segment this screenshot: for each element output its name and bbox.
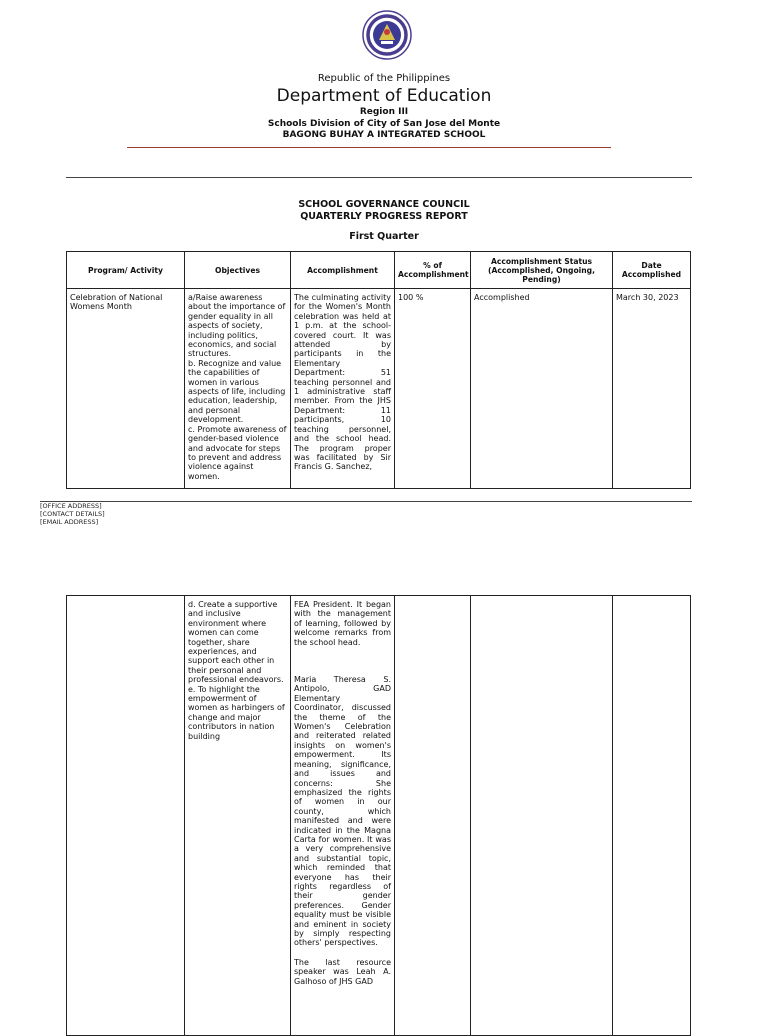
table-row — [67, 596, 691, 1036]
col-accomplishment: Accomplishment — [291, 252, 395, 289]
region-text: Region III — [359, 107, 409, 117]
col-status: Accomplishment Status (Accomplished, Ongoing, Pending) — [471, 252, 613, 289]
school-name: BAGONG BUHAY A INTEGRATED SCHOOL — [282, 130, 486, 140]
cell-percent: 100 % — [395, 289, 471, 489]
cell-accomplishment — [291, 596, 395, 1036]
report-quarter: First Quarter — [349, 231, 419, 242]
top-rule — [66, 177, 692, 178]
cell-program — [67, 596, 185, 1036]
col-program: Program/ Activity — [67, 252, 185, 289]
report-title-progress: QUARTERLY PROGRESS REPORT — [300, 211, 468, 222]
table-row — [67, 289, 691, 489]
header-divider — [127, 147, 611, 148]
contact-details: [CONTACT DETAILS] — [40, 510, 105, 518]
col-date: Date Accomplished — [613, 252, 691, 289]
republic-text: Republic of the Philippines — [317, 73, 451, 84]
table-header-row — [67, 252, 691, 289]
progress-table-continued — [66, 595, 691, 1036]
cell-percent — [395, 596, 471, 1036]
progress-table — [66, 251, 691, 489]
accomplishment-paragraph-2: Maria Theresa S. Antipolo, GAD Elementary Coordinator, discussed the theme of the Women's Celebration and reiterated related insights on women's empowerment. Its meaning, significance, and issues and concerns: She emphasized the rights of women in our county, which manifested and were indicated in the Magna Carta for women. It was a very comprehensive and substantial topic, which reminded that everyone has their rights regardless of their gender preferences. Gender equality must be visible and eminent in society by simply respecting others' perspectives. — [294, 675, 391, 948]
email-address: [EMAIL ADDRESS] — [40, 518, 99, 526]
col-percent: % of Accomplishment — [395, 252, 471, 289]
col-objectives: Objectives — [185, 252, 291, 289]
cell-date: March 30, 2023 — [613, 289, 691, 489]
cell-program: Celebration of National Womens Month — [67, 289, 185, 489]
cell-date — [613, 596, 691, 1036]
page-footer — [40, 502, 105, 526]
division-text: Schools Division of City of San Jose del Monte — [267, 119, 501, 129]
cell-accomplishment: The culminating activity for the Women's Month celebration was held at 1 p.m. at the school-covered court. It was attended by participants in the Elementary Department: 51 teaching personnel and 1 administrative staff member. From the JHS Department: 11 participants, 10 teaching personnel, and the school head. The program proper was facilitated by Sir Francis G. Sanchez, — [291, 289, 395, 489]
cell-objectives: d. Create a supportive and inclusive environment where women can come together, share experiences, and support each other in their personal and professional endeavors. e. To highlight the empowerment of women as harbingers of change and major contributors in nation building — [185, 596, 291, 1036]
office-address: [OFFICE ADDRESS] — [40, 502, 102, 510]
cell-objectives: a/Raise awareness about the importance of gender equality in all aspects of society, including politics, economics, and social structures. b. Recognize and value the capabilities of women in various aspects of life, including education, leadership, and personal development. c. Promote awareness of gender-based violence and advocate for steps to prevent and address violence against women. — [185, 289, 291, 489]
report-title-council: SCHOOL GOVERNANCE COUNCIL — [298, 199, 470, 210]
footer-rule — [40, 501, 692, 502]
accomplishment-paragraph-1: FEA President. It began with the management of learning, followed by welcome remarks from the school head. — [294, 600, 391, 647]
accomplishment-paragraph-3: The last resource speaker was Leah A. Galhoso of JHS GAD — [294, 957, 391, 986]
deped-seal-icon — [362, 10, 412, 60]
cell-status — [471, 596, 613, 1036]
department-name: Department of Education — [276, 86, 492, 106]
cell-status: Accomplished — [471, 289, 613, 489]
